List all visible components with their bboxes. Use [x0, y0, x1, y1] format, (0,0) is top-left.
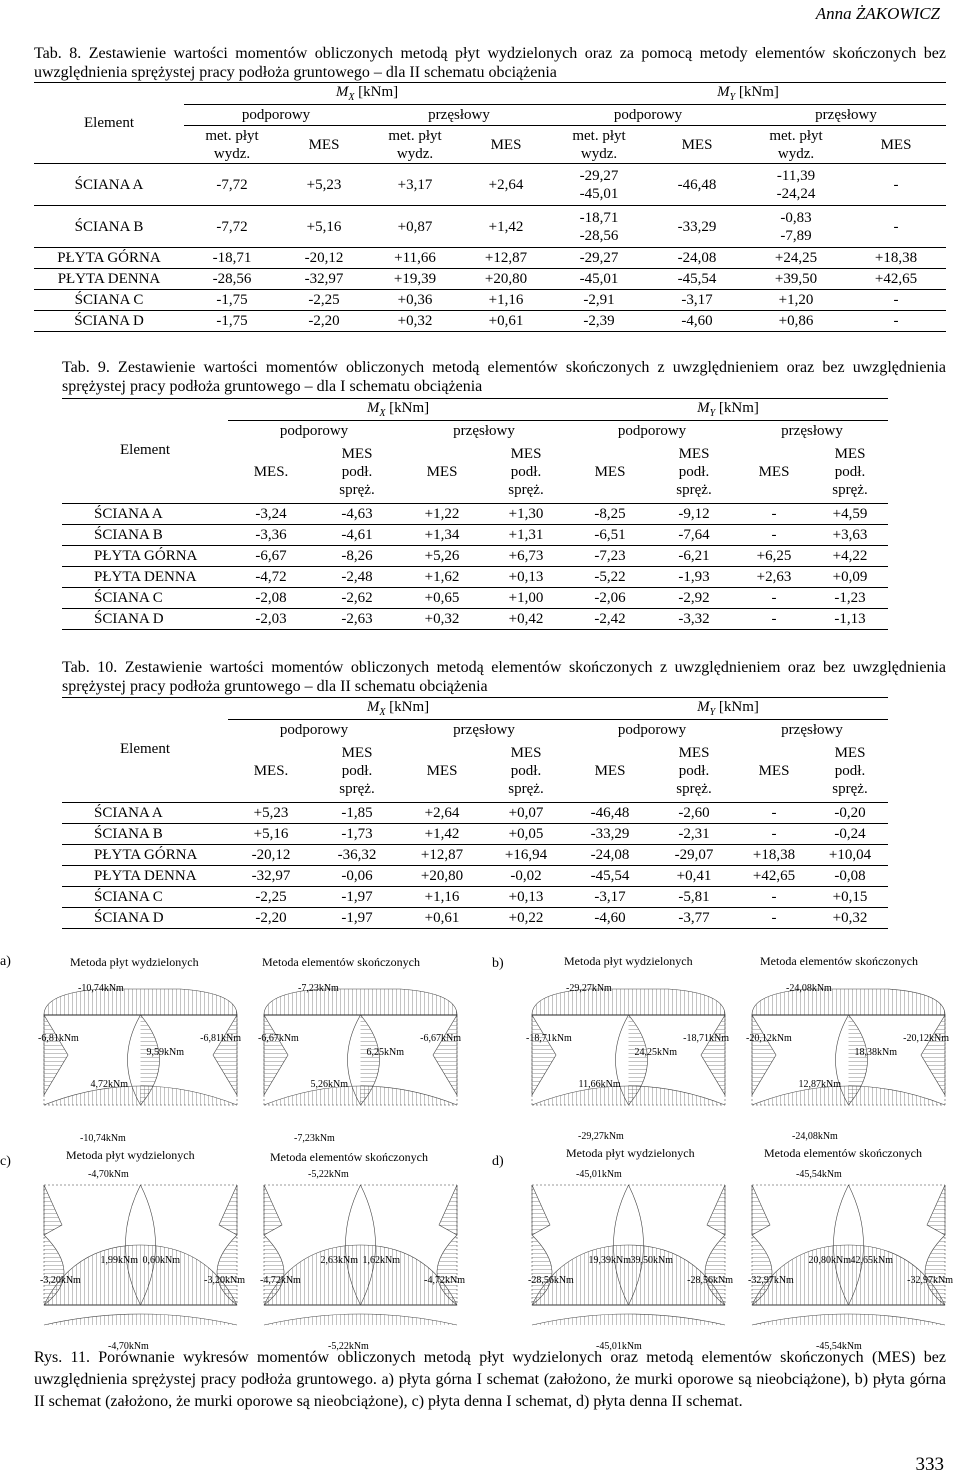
method-title: Metoda płyt wydzielonych [564, 954, 693, 968]
moment-label: -29,27kNm [566, 983, 612, 994]
moment-label: -6,81kNm [38, 1033, 79, 1044]
author-header: Anna ŻAKOWICZ [815, 4, 940, 23]
moment-label: 6,25kNm [366, 1047, 404, 1058]
moment-label: -28,56kNm [687, 1275, 733, 1286]
panel-label-a: a) [0, 954, 11, 969]
moment-label: 0,60kNm [142, 1255, 180, 1266]
tab10-row: ŚCIANA A +5,23 -1,85 +2,64 +0,07 -46,48 -2,60 - -0,20 [62, 803, 888, 824]
moment-label: -6,81kNm [200, 1033, 241, 1044]
tab8-podporowy-x: podporowy [184, 105, 368, 126]
tab10-table: Element $M_X$ [kNm] $M_Y$ [kNm] podporowy przęsłowy podporowy przęsłowy MES. MES podł. spręż. MES MES podł. spręż. MES MES podł. spręż. MES MES podł. spręż. ŚCIANA A +5,23 -1,85 +2,64 +0,07 -46,48 -2,60 - -0,20 ŚCIANA B +5,16 -1,73 +1,42 +0,05 -33,29 -2,31 - -0,24 PŁYTA GÓRNA -20,12 -36,32 +12,87 +16,94 -24,08 -29,07 +18,38 +10,04 PŁYTA DENNA -32,97 -0,06 +20,80 -0,02 -45,54 +0,41 +42,65 -0,08 ŚCIANA C -2,25 -1,97 +1,16 +0,13 -3,17 -5,81 - +0,15 ŚCIANA D -2,20 -1,97 +0,61 +0,22 -4,60 -3,77 - +0,32 [62, 697, 888, 929]
moment-diagrams-figure [0, 945, 960, 1352]
tab10-row: ŚCIANA C -2,25 -1,97 +1,16 +0,13 -3,17 -5,81 - +0,15 [62, 887, 888, 908]
moment-label: -4,70kNm [108, 1341, 149, 1352]
tab8-caption: Tab. 8. Zestawienie wartości momentów obliczonych metodą płyt wydzielonych oraz za pomocą metody elementów skończonych bez uwzględnienia sprężystej pracy podłoża gruntowego – dla II schematu obciążenia [34, 45, 946, 81]
tab9-caption: Tab. 9. Zestawienie wartości momentów obliczonych metodą elementów skończonych z uwzględnieniem oraz bez uwzględnienia sprężystej pracy podłoża gruntowego – dla I schematu obciążenia [62, 359, 946, 395]
tab8-row-sciana-d: ŚCIANA D -1,75 -2,20 +0,32 +0,61 -2,39 -4,60 +0,86 - [34, 311, 946, 332]
tab8-met-header-4: met. płyt wydz. [769, 127, 823, 162]
method-title: Metoda elementów skończonych [764, 1146, 922, 1160]
tab8-row-plyta-denna: PŁYTA DENNA -28,56 -32,97 +19,39 +20,80 -45,01 -45,54 +39,50 +42,65 [34, 269, 946, 290]
moment-label: -45,54kNm [816, 1341, 862, 1352]
moment-label: -24,08kNm [792, 1131, 838, 1142]
tab8-podporowy-y: podporowy [550, 105, 746, 126]
panel-label-c: c) [0, 1154, 11, 1169]
tab8-row-sciana-c: ŚCIANA C -1,75 -2,25 +0,36 +1,16 -2,91 -3,17 +1,20 - [34, 290, 946, 311]
moment-label: -18,71kNm [526, 1033, 572, 1044]
moment-diagrams-svg [0, 945, 960, 1352]
tab8-table [34, 82, 946, 332]
tab9-row: PŁYTA GÓRNA -6,67 -8,26 +5,26 +6,73 -7,23 -6,21 +6,25 +4,22 [62, 546, 888, 567]
moment-label: 42,65kNm [850, 1255, 893, 1266]
method-title: Metoda płyt wydzielonych [66, 1148, 195, 1162]
tab8-row-sciana-a: ŚCIANA A -7,72 +5,23 +3,17 +2,64 -29,27 -45,01 -46,48 -11,39 -24,24 - [34, 164, 946, 206]
method-title: Metoda elementów skończonych [760, 954, 918, 968]
moment-label: -32,97kNm [748, 1275, 794, 1286]
moment-label: -7,23kNm [298, 983, 339, 994]
moment-label: 11,66kNm [578, 1079, 621, 1090]
tab9-row: ŚCIANA B -3,36 -4,61 +1,34 +1,31 -6,51 -7,64 - +3,63 [62, 525, 888, 546]
tab8-mx-header: $M_X$ [kNm] [184, 83, 550, 105]
moment-label: -6,67kNm [420, 1033, 461, 1044]
tab8-row-sciana-b: ŚCIANA B -7,72 +5,16 +0,87 +1,42 -18,71 -28,56 -33,29 -0,83 -7,89 - [34, 206, 946, 248]
moment-label: 5,26kNm [310, 1079, 348, 1090]
moment-label: 24,25kNm [634, 1047, 677, 1058]
panel-label-b: b) [492, 956, 504, 971]
moment-label: -20,12kNm [746, 1033, 792, 1044]
moment-label: 39,50kNm [630, 1255, 673, 1266]
tab8-mes-header-4: MES [880, 136, 912, 153]
moment-label: -45,54kNm [796, 1169, 842, 1180]
moment-label: 18,38kNm [854, 1047, 897, 1058]
moment-label: -32,97kNm [907, 1275, 953, 1286]
moment-label: -7,23kNm [294, 1133, 335, 1144]
moment-label: -4,72kNm [424, 1275, 465, 1286]
moment-label: 2,63kNm [320, 1255, 358, 1266]
moment-label: -10,74kNm [80, 1133, 126, 1144]
moment-label: -24,08kNm [786, 983, 832, 994]
panel-label-d: d) [492, 1154, 504, 1169]
method-title: Metoda płyt wydzielonych [70, 955, 199, 969]
tab8-met-header-1: met. płyt wydz. [205, 127, 259, 162]
tab10-row: PŁYTA DENNA -32,97 -0,06 +20,80 -0,02 -45,54 +0,41 +42,65 -0,08 [62, 866, 888, 887]
tab8-element-header: Element [84, 115, 134, 131]
tab10-row: ŚCIANA B +5,16 -1,73 +1,42 +0,05 -33,29 -2,31 - -0,24 [62, 824, 888, 845]
moment-label: -29,27kNm [578, 1131, 624, 1142]
moment-label: -20,12kNm [903, 1033, 949, 1044]
moment-label: -45,01kNm [596, 1341, 642, 1352]
page-number: 333 [915, 1454, 944, 1476]
moment-label: -45,01kNm [576, 1169, 622, 1180]
moment-label: 12,87kNm [798, 1079, 841, 1090]
tab8-mes-header-3: MES [681, 136, 713, 153]
moment-label: -4,72kNm [260, 1275, 301, 1286]
moment-label: 9,59kNm [146, 1047, 184, 1058]
figure-caption: Rys. 11. Porównanie wykresów momentów obliczonych metodą płyt wydzielonych oraz metodą elementów skończonych (MES) bez uwzględnienia sprężystej pracy podłoża gruntowego. a) płyta górna I schemat (założono, że murki oporowe są nieobciążone), b) płyta górna II schemat (założono, że murki oporowe są nieobciążone), c) płyta denna I schemat, d) płyta denna II schemat. [34, 1349, 946, 1410]
moment-label: 1,62kNm [362, 1255, 400, 1266]
moment-label: 4,72kNm [90, 1079, 128, 1090]
tab10-caption: Tab. 10. Zestawienie wartości momentów obliczonych metodą elementów skończonych z uwzględnieniem oraz bez uwzględnienia sprężystej pracy podłoża gruntowego – dla II schematu obciążenia [62, 659, 946, 695]
moment-label: -28,56kNm [528, 1275, 574, 1286]
moment-label: 19,39kNm [588, 1255, 631, 1266]
method-title: Metoda elementów skończonych [270, 1150, 428, 1164]
moment-label: -4,70kNm [88, 1169, 129, 1180]
tab9-table: Element $M_X$ [kNm] $M_Y$ [kNm] podporowy przęsłowy podporowy przęsłowy MES. MES podł. spręż. MES MES podł. spręż. MES MES podł. spręż. MES MES podł. spręż. ŚCIANA A -3,24 -4,63 +1,22 +1,30 -8,25 -9,12 - +4,59 ŚCIANA B -3,36 -4,61 +1,34 +1,31 -6,51 -7,64 - +3,63 PŁYTA GÓRNA -6,67 -8,26 +5,26 +6,73 -7,23 -6,21 +6,25 +4,22 PŁYTA DENNA -4,72 -2,48 +1,62 +0,13 -5,22 -1,93 +2,63 +0,09 ŚCIANA C -2,08 -2,62 +0,65 +1,00 -2,06 -2,92 - -1,23 ŚCIANA D -2,03 -2,63 +0,32 +0,42 -2,42 -3,32 - -1,13 [62, 398, 888, 630]
tab9-row: PŁYTA DENNA -4,72 -2,48 +1,62 +0,13 -5,22 -1,93 +2,63 +0,09 [62, 567, 888, 588]
tab8-met-header-2: met. płyt wydz. [388, 127, 442, 162]
moment-label: 20,80kNm [808, 1255, 851, 1266]
tab8-row-plyta-gorna: PŁYTA GÓRNA -18,71 -20,12 +11,66 +12,87 -29,27 -24,08 +24,25 +18,38 [34, 248, 946, 269]
tab8-mes-header-2: MES [490, 136, 522, 153]
moment-label: -18,71kNm [683, 1033, 729, 1044]
tab10-row: ŚCIANA D -2,20 -1,97 +0,61 +0,22 -4,60 -3,77 - +0,32 [62, 908, 888, 929]
tab8-przeslowy-x: przęsłowy [368, 105, 550, 126]
method-title: Metoda płyt wydzielonych [566, 1146, 695, 1160]
tab9-row: ŚCIANA C -2,08 -2,62 +0,65 +1,00 -2,06 -2,92 - -1,23 [62, 588, 888, 609]
moment-label: -3,20kNm [204, 1275, 245, 1286]
moment-label: -10,74kNm [78, 983, 124, 994]
moment-label: 1,99kNm [100, 1255, 138, 1266]
moment-label: -5,22kNm [308, 1169, 349, 1180]
tab9-row: ŚCIANA D -2,03 -2,63 +0,32 +0,42 -2,42 -3,32 - -1,13 [62, 609, 888, 630]
tab9-row: ŚCIANA A -3,24 -4,63 +1,22 +1,30 -8,25 -9,12 - +4,59 [62, 504, 888, 525]
moment-label: -3,20kNm [40, 1275, 81, 1286]
tab10-row: PŁYTA GÓRNA -20,12 -36,32 +12,87 +16,94 -24,08 -29,07 +18,38 +10,04 [62, 845, 888, 866]
tab8-my-header: $M_Y$ [kNm] [550, 83, 946, 105]
tab8-przeslowy-y: przęsłowy [746, 105, 946, 126]
moment-label: -6,67kNm [258, 1033, 299, 1044]
method-title: Metoda elementów skończonych [262, 955, 420, 969]
tab8-mes-header-1: MES [308, 136, 340, 153]
tab8-met-header-3: met. płyt wydz. [572, 127, 626, 162]
moment-label: -5,22kNm [328, 1341, 369, 1352]
